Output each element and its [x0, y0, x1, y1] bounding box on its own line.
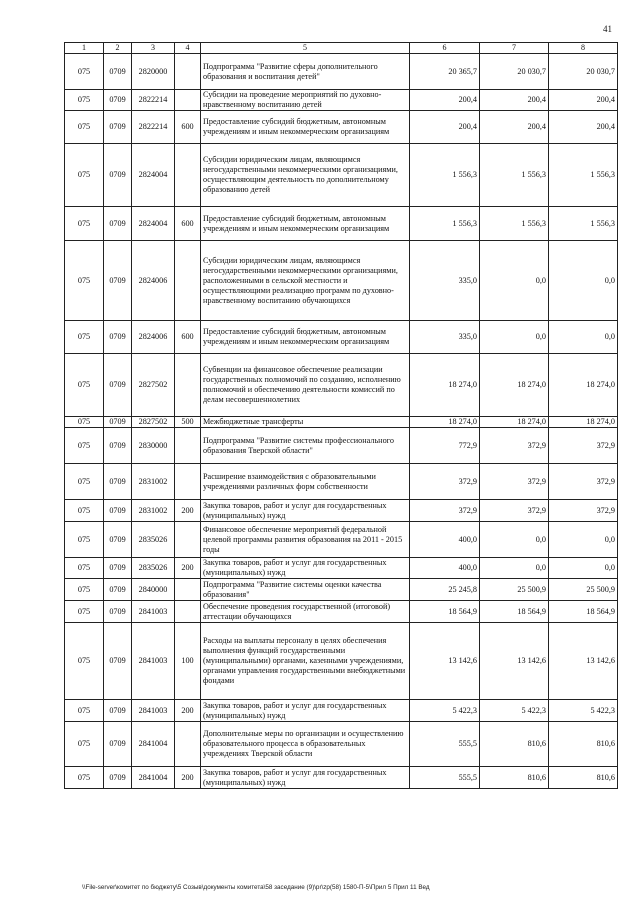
- cell-v6: 200,4: [410, 111, 480, 144]
- cell-v8: 200,4: [549, 90, 618, 111]
- cell-c3: 2835026: [132, 558, 175, 579]
- cell-desc: Субвенции на финансовое обеспечение реализации государственных полномочий по созданию, исполнению полномочий и обеспечению деятельности комиссий по делам несовершеннолетних: [201, 354, 410, 417]
- cell-v7: 5 422,3: [480, 700, 549, 722]
- cell-v6: 18 274,0: [410, 354, 480, 417]
- cell-v6: 772,9: [410, 428, 480, 464]
- column-header: 8: [549, 43, 618, 54]
- cell-v8: 5 422,3: [549, 700, 618, 722]
- table-row: [65, 354, 618, 417]
- cell-v7: 13 142,6: [480, 623, 549, 700]
- column-header: 3: [132, 43, 175, 54]
- table-row: [65, 767, 618, 789]
- table-row: [65, 522, 618, 558]
- cell-v8: 0,0: [549, 321, 618, 354]
- cell-c2: 0709: [104, 90, 132, 111]
- table-row: [65, 90, 618, 111]
- cell-c3: 2824004: [132, 144, 175, 207]
- cell-c1: 075: [65, 207, 104, 241]
- cell-c2: 0709: [104, 354, 132, 417]
- cell-v6: 372,9: [410, 500, 480, 522]
- budget-table: [64, 42, 618, 789]
- cell-c3: 2831002: [132, 464, 175, 500]
- table-header-row: [65, 43, 618, 54]
- cell-c1: 075: [65, 354, 104, 417]
- cell-v7: 0,0: [480, 321, 549, 354]
- cell-c1: 075: [65, 522, 104, 558]
- table-row: [65, 144, 618, 207]
- cell-c4: [175, 601, 201, 623]
- cell-desc: Дополнительные меры по организации и осуществлению образовательного процесса в образовательных учреждениях Тверской области: [201, 722, 410, 767]
- cell-c1: 075: [65, 767, 104, 789]
- cell-v6: 335,0: [410, 241, 480, 321]
- cell-c1: 075: [65, 144, 104, 207]
- cell-desc: Расширение взаимодействия с образовательными учреждениями различных форм собственности: [201, 464, 410, 500]
- cell-desc: Субсидии на проведение мероприятий по духовно-нравственному воспитанию детей: [201, 90, 410, 111]
- cell-v6: 1 556,3: [410, 207, 480, 241]
- cell-v7: 372,9: [480, 428, 549, 464]
- table-row: [65, 464, 618, 500]
- cell-c1: 075: [65, 601, 104, 623]
- cell-c4: 200: [175, 767, 201, 789]
- cell-c4: [175, 579, 201, 601]
- cell-v6: 555,5: [410, 722, 480, 767]
- cell-c1: 075: [65, 241, 104, 321]
- cell-c1: 075: [65, 464, 104, 500]
- cell-v6: 18 564,9: [410, 601, 480, 623]
- column-header: 7: [480, 43, 549, 54]
- cell-c4: [175, 722, 201, 767]
- cell-v8: 372,9: [549, 500, 618, 522]
- cell-v6: 555,5: [410, 767, 480, 789]
- cell-v6: 18 274,0: [410, 417, 480, 428]
- cell-c3: 2841003: [132, 700, 175, 722]
- cell-v6: 1 556,3: [410, 144, 480, 207]
- cell-c2: 0709: [104, 700, 132, 722]
- cell-v8: 18 274,0: [549, 417, 618, 428]
- cell-v8: 20 030,7: [549, 54, 618, 90]
- cell-desc: Субсидии юридическим лицам, являющимся негосударственными некоммерческими организациями, расположенными в сельской местности и осуществляющими реализацию программ по духовно-нравственному воспитанию обучающихся: [201, 241, 410, 321]
- column-header: 2: [104, 43, 132, 54]
- cell-c3: 2822214: [132, 111, 175, 144]
- cell-c3: 2841004: [132, 722, 175, 767]
- cell-v6: 200,4: [410, 90, 480, 111]
- cell-c3: 2827502: [132, 417, 175, 428]
- cell-v6: 400,0: [410, 558, 480, 579]
- cell-v7: 200,4: [480, 90, 549, 111]
- cell-v8: 810,6: [549, 767, 618, 789]
- cell-c1: 075: [65, 579, 104, 601]
- cell-desc: Подпрограмма "Развитие системы профессионального образования Тверской области": [201, 428, 410, 464]
- cell-v7: 1 556,3: [480, 144, 549, 207]
- cell-v8: 1 556,3: [549, 144, 618, 207]
- cell-v8: 372,9: [549, 428, 618, 464]
- cell-desc: Финансовое обеспечение мероприятий федеральной целевой программы развития образования на 2011 - 2015 годы: [201, 522, 410, 558]
- cell-c3: 2840000: [132, 579, 175, 601]
- cell-c2: 0709: [104, 54, 132, 90]
- cell-c2: 0709: [104, 767, 132, 789]
- cell-c4: [175, 90, 201, 111]
- cell-c4: [175, 241, 201, 321]
- cell-v7: 0,0: [480, 558, 549, 579]
- cell-c2: 0709: [104, 722, 132, 767]
- cell-desc: Закупка товаров, работ и услуг для государственных (муниципальных) нужд: [201, 558, 410, 579]
- cell-c2: 0709: [104, 500, 132, 522]
- cell-v6: 400,0: [410, 522, 480, 558]
- cell-c2: 0709: [104, 601, 132, 623]
- table-row: [65, 558, 618, 579]
- cell-desc: Закупка товаров, работ и услуг для государственных (муниципальных) нужд: [201, 767, 410, 789]
- cell-v7: 20 030,7: [480, 54, 549, 90]
- cell-desc: Предоставление субсидий бюджетным, автономным учреждениям и иным некоммерческим организациям: [201, 111, 410, 144]
- cell-desc: Подпрограмма "Развитие системы оценки качества образования": [201, 579, 410, 601]
- cell-c4: 200: [175, 700, 201, 722]
- cell-desc: Закупка товаров, работ и услуг для государственных (муниципальных) нужд: [201, 700, 410, 722]
- cell-c3: 2841004: [132, 767, 175, 789]
- cell-v8: 18 274,0: [549, 354, 618, 417]
- cell-c3: 2841003: [132, 601, 175, 623]
- cell-c4: 600: [175, 207, 201, 241]
- cell-v6: 20 365,7: [410, 54, 480, 90]
- cell-c1: 075: [65, 500, 104, 522]
- cell-c2: 0709: [104, 111, 132, 144]
- table-row: [65, 321, 618, 354]
- table-row: [65, 417, 618, 428]
- column-header: 4: [175, 43, 201, 54]
- table-row: [65, 428, 618, 464]
- cell-desc: Предоставление субсидий бюджетным, автономным учреждениям и иным некоммерческим организациям: [201, 321, 410, 354]
- page-number: 41: [603, 24, 612, 34]
- table-row: [65, 207, 618, 241]
- cell-v8: 200,4: [549, 111, 618, 144]
- cell-c1: 075: [65, 558, 104, 579]
- cell-desc: Предоставление субсидий бюджетным, автономным учреждениям и иным некоммерческим организациям: [201, 207, 410, 241]
- cell-c3: 2830000: [132, 428, 175, 464]
- cell-c4: 600: [175, 111, 201, 144]
- cell-c2: 0709: [104, 522, 132, 558]
- cell-v7: 18 274,0: [480, 417, 549, 428]
- cell-desc: Подпрограмма "Развитие сферы дополнительного образования и воспитания детей": [201, 54, 410, 90]
- cell-v7: 25 500,9: [480, 579, 549, 601]
- cell-c2: 0709: [104, 144, 132, 207]
- cell-c4: [175, 428, 201, 464]
- cell-c1: 075: [65, 111, 104, 144]
- cell-c4: 200: [175, 500, 201, 522]
- cell-c3: 2841003: [132, 623, 175, 700]
- table-row: [65, 722, 618, 767]
- cell-c4: 100: [175, 623, 201, 700]
- cell-c3: 2824006: [132, 241, 175, 321]
- cell-c2: 0709: [104, 241, 132, 321]
- cell-v7: 372,9: [480, 464, 549, 500]
- table-row: [65, 500, 618, 522]
- cell-v6: 5 422,3: [410, 700, 480, 722]
- cell-c1: 075: [65, 54, 104, 90]
- cell-v8: 13 142,6: [549, 623, 618, 700]
- table-row: [65, 241, 618, 321]
- table-row: [65, 623, 618, 700]
- cell-c4: 600: [175, 321, 201, 354]
- cell-v8: 0,0: [549, 558, 618, 579]
- table-row: [65, 579, 618, 601]
- column-header: 6: [410, 43, 480, 54]
- cell-v7: 200,4: [480, 111, 549, 144]
- cell-desc: Субсидии юридическим лицам, являющимся негосударственными некоммерческими организациями, осуществляющим деятельность по дополнительному образованию детей: [201, 144, 410, 207]
- cell-c2: 0709: [104, 579, 132, 601]
- cell-v8: 18 564,9: [549, 601, 618, 623]
- cell-c3: 2822214: [132, 90, 175, 111]
- cell-v7: 1 556,3: [480, 207, 549, 241]
- cell-c2: 0709: [104, 207, 132, 241]
- cell-desc: Обеспечение проведения государственной (итоговой) аттестации обучающихся: [201, 601, 410, 623]
- cell-v7: 810,6: [480, 722, 549, 767]
- table-row: [65, 601, 618, 623]
- cell-v6: 335,0: [410, 321, 480, 354]
- cell-c1: 075: [65, 722, 104, 767]
- cell-desc: Межбюджетные трансферты: [201, 417, 410, 428]
- cell-c2: 0709: [104, 464, 132, 500]
- cell-v8: 0,0: [549, 241, 618, 321]
- cell-v8: 372,9: [549, 464, 618, 500]
- table-row: [65, 111, 618, 144]
- cell-c2: 0709: [104, 623, 132, 700]
- cell-v6: 372,9: [410, 464, 480, 500]
- cell-c1: 075: [65, 700, 104, 722]
- cell-c3: 2827502: [132, 354, 175, 417]
- cell-c1: 075: [65, 623, 104, 700]
- cell-c2: 0709: [104, 321, 132, 354]
- cell-c4: [175, 464, 201, 500]
- cell-v8: 0,0: [549, 522, 618, 558]
- cell-v7: 0,0: [480, 241, 549, 321]
- table-row: [65, 700, 618, 722]
- cell-c4: 200: [175, 558, 201, 579]
- cell-c3: 2820000: [132, 54, 175, 90]
- cell-desc: Закупка товаров, работ и услуг для государственных (муниципальных) нужд: [201, 500, 410, 522]
- cell-v8: 1 556,3: [549, 207, 618, 241]
- cell-c4: [175, 54, 201, 90]
- cell-desc: Расходы на выплаты персоналу в целях обеспечения выполнения функций государственными (муниципальными) органами, казенными учреждениями, органами управления государственными внебюджетными фондами: [201, 623, 410, 700]
- table-row: [65, 54, 618, 90]
- cell-c3: 2835026: [132, 522, 175, 558]
- cell-v6: 13 142,6: [410, 623, 480, 700]
- cell-c4: [175, 354, 201, 417]
- cell-c1: 075: [65, 417, 104, 428]
- cell-c4: [175, 144, 201, 207]
- cell-c4: 500: [175, 417, 201, 428]
- cell-c4: [175, 522, 201, 558]
- cell-c3: 2824006: [132, 321, 175, 354]
- cell-v6: 25 245,8: [410, 579, 480, 601]
- cell-v7: 18 564,9: [480, 601, 549, 623]
- cell-v7: 372,9: [480, 500, 549, 522]
- cell-v8: 25 500,9: [549, 579, 618, 601]
- cell-c2: 0709: [104, 428, 132, 464]
- cell-c3: 2831002: [132, 500, 175, 522]
- cell-v7: 810,6: [480, 767, 549, 789]
- cell-c1: 075: [65, 428, 104, 464]
- cell-c1: 075: [65, 321, 104, 354]
- cell-v7: 0,0: [480, 522, 549, 558]
- cell-c3: 2824004: [132, 207, 175, 241]
- file-path-footer: \\File-server\комитет по бюджету\5 Созыв\документы комитета\58 заседание (9)\pr\zp(58) 1580-П-5\Прил 5 Прил 11 Вед: [82, 884, 430, 891]
- cell-c2: 0709: [104, 558, 132, 579]
- cell-v8: 810,6: [549, 722, 618, 767]
- column-header: 1: [65, 43, 104, 54]
- cell-c1: 075: [65, 90, 104, 111]
- cell-v7: 18 274,0: [480, 354, 549, 417]
- column-header: 5: [201, 43, 410, 54]
- cell-c2: 0709: [104, 417, 132, 428]
